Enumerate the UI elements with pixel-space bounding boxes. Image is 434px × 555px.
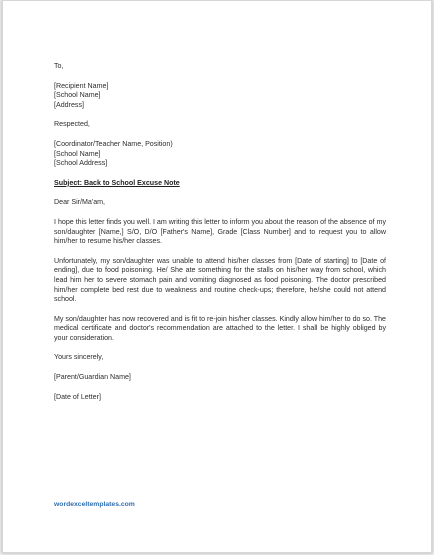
- respected-section: [54, 120, 386, 130]
- coordinator-school-address: [School Address]: [54, 159, 108, 168]
- coordinator-school: [School Name]: [54, 149, 101, 158]
- letter-page: [2, 0, 432, 553]
- closing-section: [54, 353, 386, 363]
- to-section: [54, 62, 386, 72]
- signature: [Parent/Guardian Name]: [54, 373, 131, 382]
- recipient-name: [Recipient Name]: [54, 81, 109, 90]
- coordinator-name: [Coordinator/Teacher Name, Position): [54, 139, 173, 148]
- subject-line: Subject: Back to School Excuse Note: [54, 178, 180, 187]
- closing: Yours sincerely,: [54, 353, 104, 362]
- recipient-address-line: [Address]: [54, 100, 84, 109]
- signature-section: [54, 373, 386, 383]
- website-link[interactable]: wordexceltemplates.com: [54, 501, 135, 508]
- paragraph-intro: I hope this letter finds you well. I am writing this letter to inform you about the reason of the absence of my son/daughter [Name,] S/O, D/O [Father's Name], Grade [Class Number] and to request you to allow him/her to resume his/her classes.: [54, 217, 386, 246]
- paragraph-reason: Unfortunately, my son/daughter was unable to attend his/her classes from [Date of starting] to [Date of ending], due to food poisoning. He/ She ate something for the stalls on his/her way from school, which lead him her to severe stomach pain and vomiting diagnosed as food poisoning. The doctor prescribed him/her complete bed rest due to weakness and routine check-ups; therefore, he/she could not attend school.: [54, 256, 386, 304]
- respected-label: Respected,: [54, 120, 90, 129]
- letter-body: [54, 62, 386, 412]
- paragraph-request: My son/daughter has now recovered and is fit to re-join his/her classes. Kindly allow him/her to do so. The medical certificate and doctor's recommendation are attached to the letter. I shall be highly obliged by your consideration.: [54, 314, 386, 342]
- subject-section: [54, 179, 386, 189]
- salutation: Dear Sir/Ma'am,: [54, 198, 106, 207]
- coordinator-address: [54, 140, 386, 169]
- date-section: [54, 393, 386, 403]
- salutation-section: [54, 198, 386, 208]
- recipient-address: [54, 82, 386, 111]
- to-label: To,: [54, 62, 64, 70]
- recipient-school: [School Name]: [54, 91, 101, 100]
- letter-date: [Date of Letter]: [54, 392, 101, 401]
